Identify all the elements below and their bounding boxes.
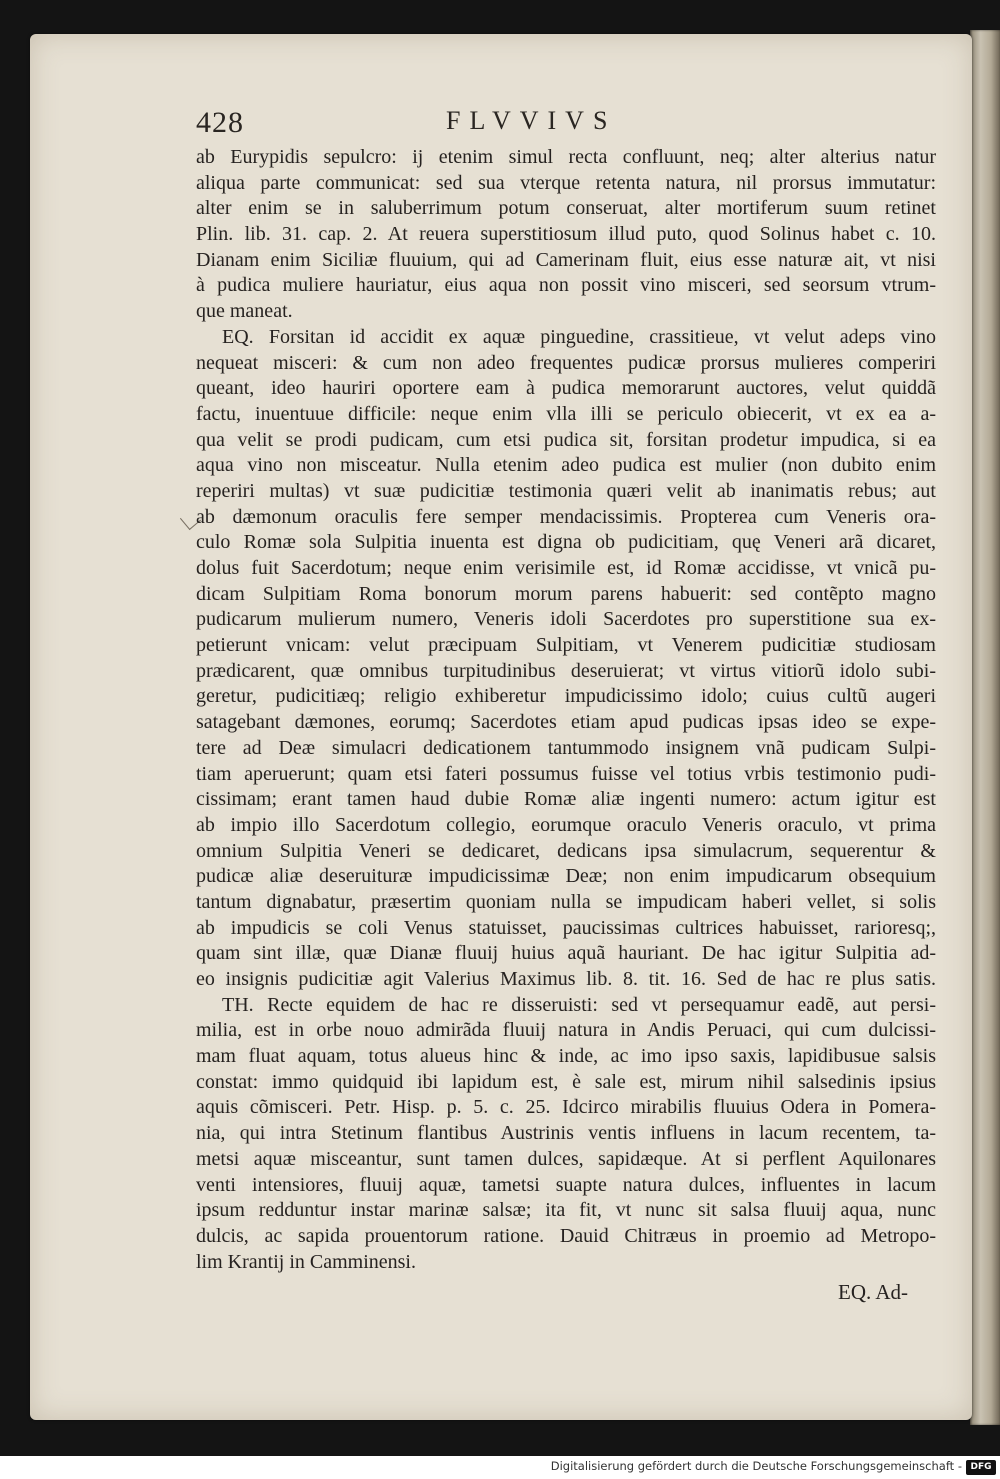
text-line: dicam Sulpitiam Roma bonorum morum parens habuerit: sed contẽpto magno	[196, 582, 936, 605]
text-line: aqua vino non misceatur. Nulla etenim adeo pudica est mulier (non dubito enim	[196, 454, 936, 477]
text-line: TH. Recte equidem de hac re disseruisti: sed vt persequamur eadẽ, aut persi-	[222, 993, 936, 1016]
text-line: Plin. lib. 31. cap. 2. At reuera superstitiosum illud puto, quod Solinus habet c. 10.	[196, 223, 936, 246]
text-line: lim Krantij in Camminensi.	[196, 1250, 416, 1273]
text-line: prædicarent, quæ omnibus turpitudinibus deseruierat; vt virtus vitiorũ idolo subi-	[196, 659, 936, 682]
text-line: factu, inuentuue difficile: neque enim vlla illi se periculo obiecerit, vt ex ea a-	[196, 402, 936, 425]
text-line: culo Romæ sola Sulpitia inuenta est digna ob pudicitiam, quę Veneri arã dicaret,	[196, 531, 936, 554]
text-line: metsi aquæ misceantur, sunt tamen dulces, sapidæque. At si perflent Aquilonares	[196, 1147, 936, 1170]
text-line: tiam aperuerunt; quam etsi fateri possumus fuisse vel totius vrbis testimonio pudi-	[196, 762, 936, 785]
text-line: mam fluat aquam, totus alueus hinc & inde, ac imo ipso saxis, lapidibusue salsis	[196, 1045, 936, 1068]
text-line: ab dæmonum oraculis fere semper mendacissimis. Propterea cum Veneris ora-	[196, 505, 936, 528]
text-line: quam sint illæ, quæ Dianæ fluuij huius aquã hauriant. De hac igitur Sulpitia ad-	[196, 942, 936, 965]
text-line: ab impudicis se coli Venus statuisset, paucissimas cultrices habuisset, rarioresq;,	[196, 916, 936, 939]
text-line: nia, qui intra Stetinum flantibus Austrinis ventis influens in lacum recentem, ta-	[196, 1122, 936, 1145]
digitization-footer	[0, 1456, 1000, 1479]
book-page-edges	[970, 30, 1000, 1425]
running-title: FLVVIVS	[446, 106, 617, 135]
text-line: queant, ideo hauriri oportere eam à pudica memorarunt auctores, velut quiddã	[196, 377, 936, 400]
text-line: tere ad Deæ simulacri dedicationem tantummodo insignem vnã pudicam Sulpi-	[196, 736, 936, 759]
running-head	[196, 106, 946, 148]
text-line: pudicæ aliæ deseruituræ impudicissimæ Deæ; non enim impudicarum obsequium	[196, 865, 936, 888]
text-line: eo insignis pudicitiæ agit Valerius Maximus lib. 8. tit. 16. Sed de hac re plus satis.	[196, 968, 936, 990]
text-line: pudicarum mulierum numero, Veneris idoli Sacerdotes pro superstitione sua ex-	[196, 608, 936, 631]
body-text	[196, 145, 936, 1275]
text-line: à pudica muliere hauriatur, eius aqua non possit vino misceri, sed seorsum vtrum-	[196, 274, 936, 297]
text-line: EQ. Forsitan id accidit ex aquæ pinguedine, crassitieue, vt velut adeps vino	[222, 325, 936, 348]
text-line: que maneat.	[196, 300, 293, 323]
text-line: reperiri multas) vt suæ pudicitiæ testimonia quæri velit ab inanimatis rebus; aut	[196, 479, 936, 502]
page-number: 428	[196, 106, 244, 139]
text-line: tantum dignabatur, præsertim quoniam nulla se impudicam haberi vellet, si solis	[196, 890, 936, 913]
text-line: ab Eurypidis sepulcro: ij etenim simul recta confluunt, neq; alter alterius natur	[196, 146, 936, 168]
text-line: aquis cõmisceri. Petr. Hisp. p. 5. c. 25. Idcirco mirabilis fluuius Odera in Pomera-	[196, 1096, 936, 1119]
text-line: petierunt vnicam: velut præcipuam Sulpitiam, vt Venerem pudicitiæ studiosam	[196, 634, 936, 657]
text-line: venti intensiores, fluuij aquæ, tametsi suapte natura dulces, influentes in lacum	[196, 1173, 936, 1196]
text-line: qua velit se prodi pudicam, cum etsi pudica sit, forsitan prodetur impudica, si ea	[196, 428, 936, 451]
text-line: ab impio illo Sacerdotum collegio, eorumque oraculo Veneris oraculo, vt prima	[196, 813, 936, 836]
text-line: Dianam enim Siciliæ fluuium, qui ad Camerinam fluit, eius esse naturæ ait, vt nisi	[196, 248, 936, 271]
text-line: satagebant dæmones, eorumq; Sacerdotes etiam apud pudicas ipsas ideo se expe-	[196, 711, 936, 734]
text-line: dulcis, ac sapida prouentorum ratione. Dauid Chitræus in proemio ad Metropo-	[196, 1224, 936, 1247]
funding-credit: Digitalisierung gefördert durch die Deutsche Forschungsgemeinschaft -	[550, 1459, 962, 1473]
text-line: cissimam; erant tamen haud dubie Romæ aliæ ingenti numero: actum igitur est	[196, 788, 936, 811]
text-line: ipsum redduntur instar marinæ salsæ; ita fit, vt nunc sit salsa fluuij aqua, nunc	[196, 1199, 936, 1222]
text-line: constat: immo quidquid ibi lapidum est, è sale est, mirum nihil salsedinis ipsius	[196, 1070, 936, 1093]
text-line: aliqua parte communicat: sed sua vterque retenta natura, nil prorsus immutatur:	[196, 171, 936, 194]
text-line: alter enim se in saluberrimum potum conseruat, alter mortiferum suum retinet	[196, 197, 936, 220]
text-line: geretur, pudicitiæq; religio exhiberetur impudicissimo idolo; cuius cultũ augeri	[196, 685, 936, 708]
text-line: omnium Sulpitia Veneri se dedicaret, dedicans ipsa simulacrum, sequerentur &	[196, 839, 936, 862]
dfg-logo-icon: DFG	[966, 1460, 996, 1475]
text-line: dolus fuit Sacerdotum; neque enim verisimile est, id Romæ accidisse, vt vnicã pu-	[196, 557, 936, 579]
catchword: EQ. Ad-	[838, 1280, 908, 1304]
text-line: milia, est in orbe nouo admirãda fluuij natura in Andis Peruaci, qui cum dulcissi-	[196, 1019, 936, 1042]
text-line: nequeat misceri: & cum non adeo frequentes pudicæ prorsus mulieres comperiri	[196, 351, 936, 374]
